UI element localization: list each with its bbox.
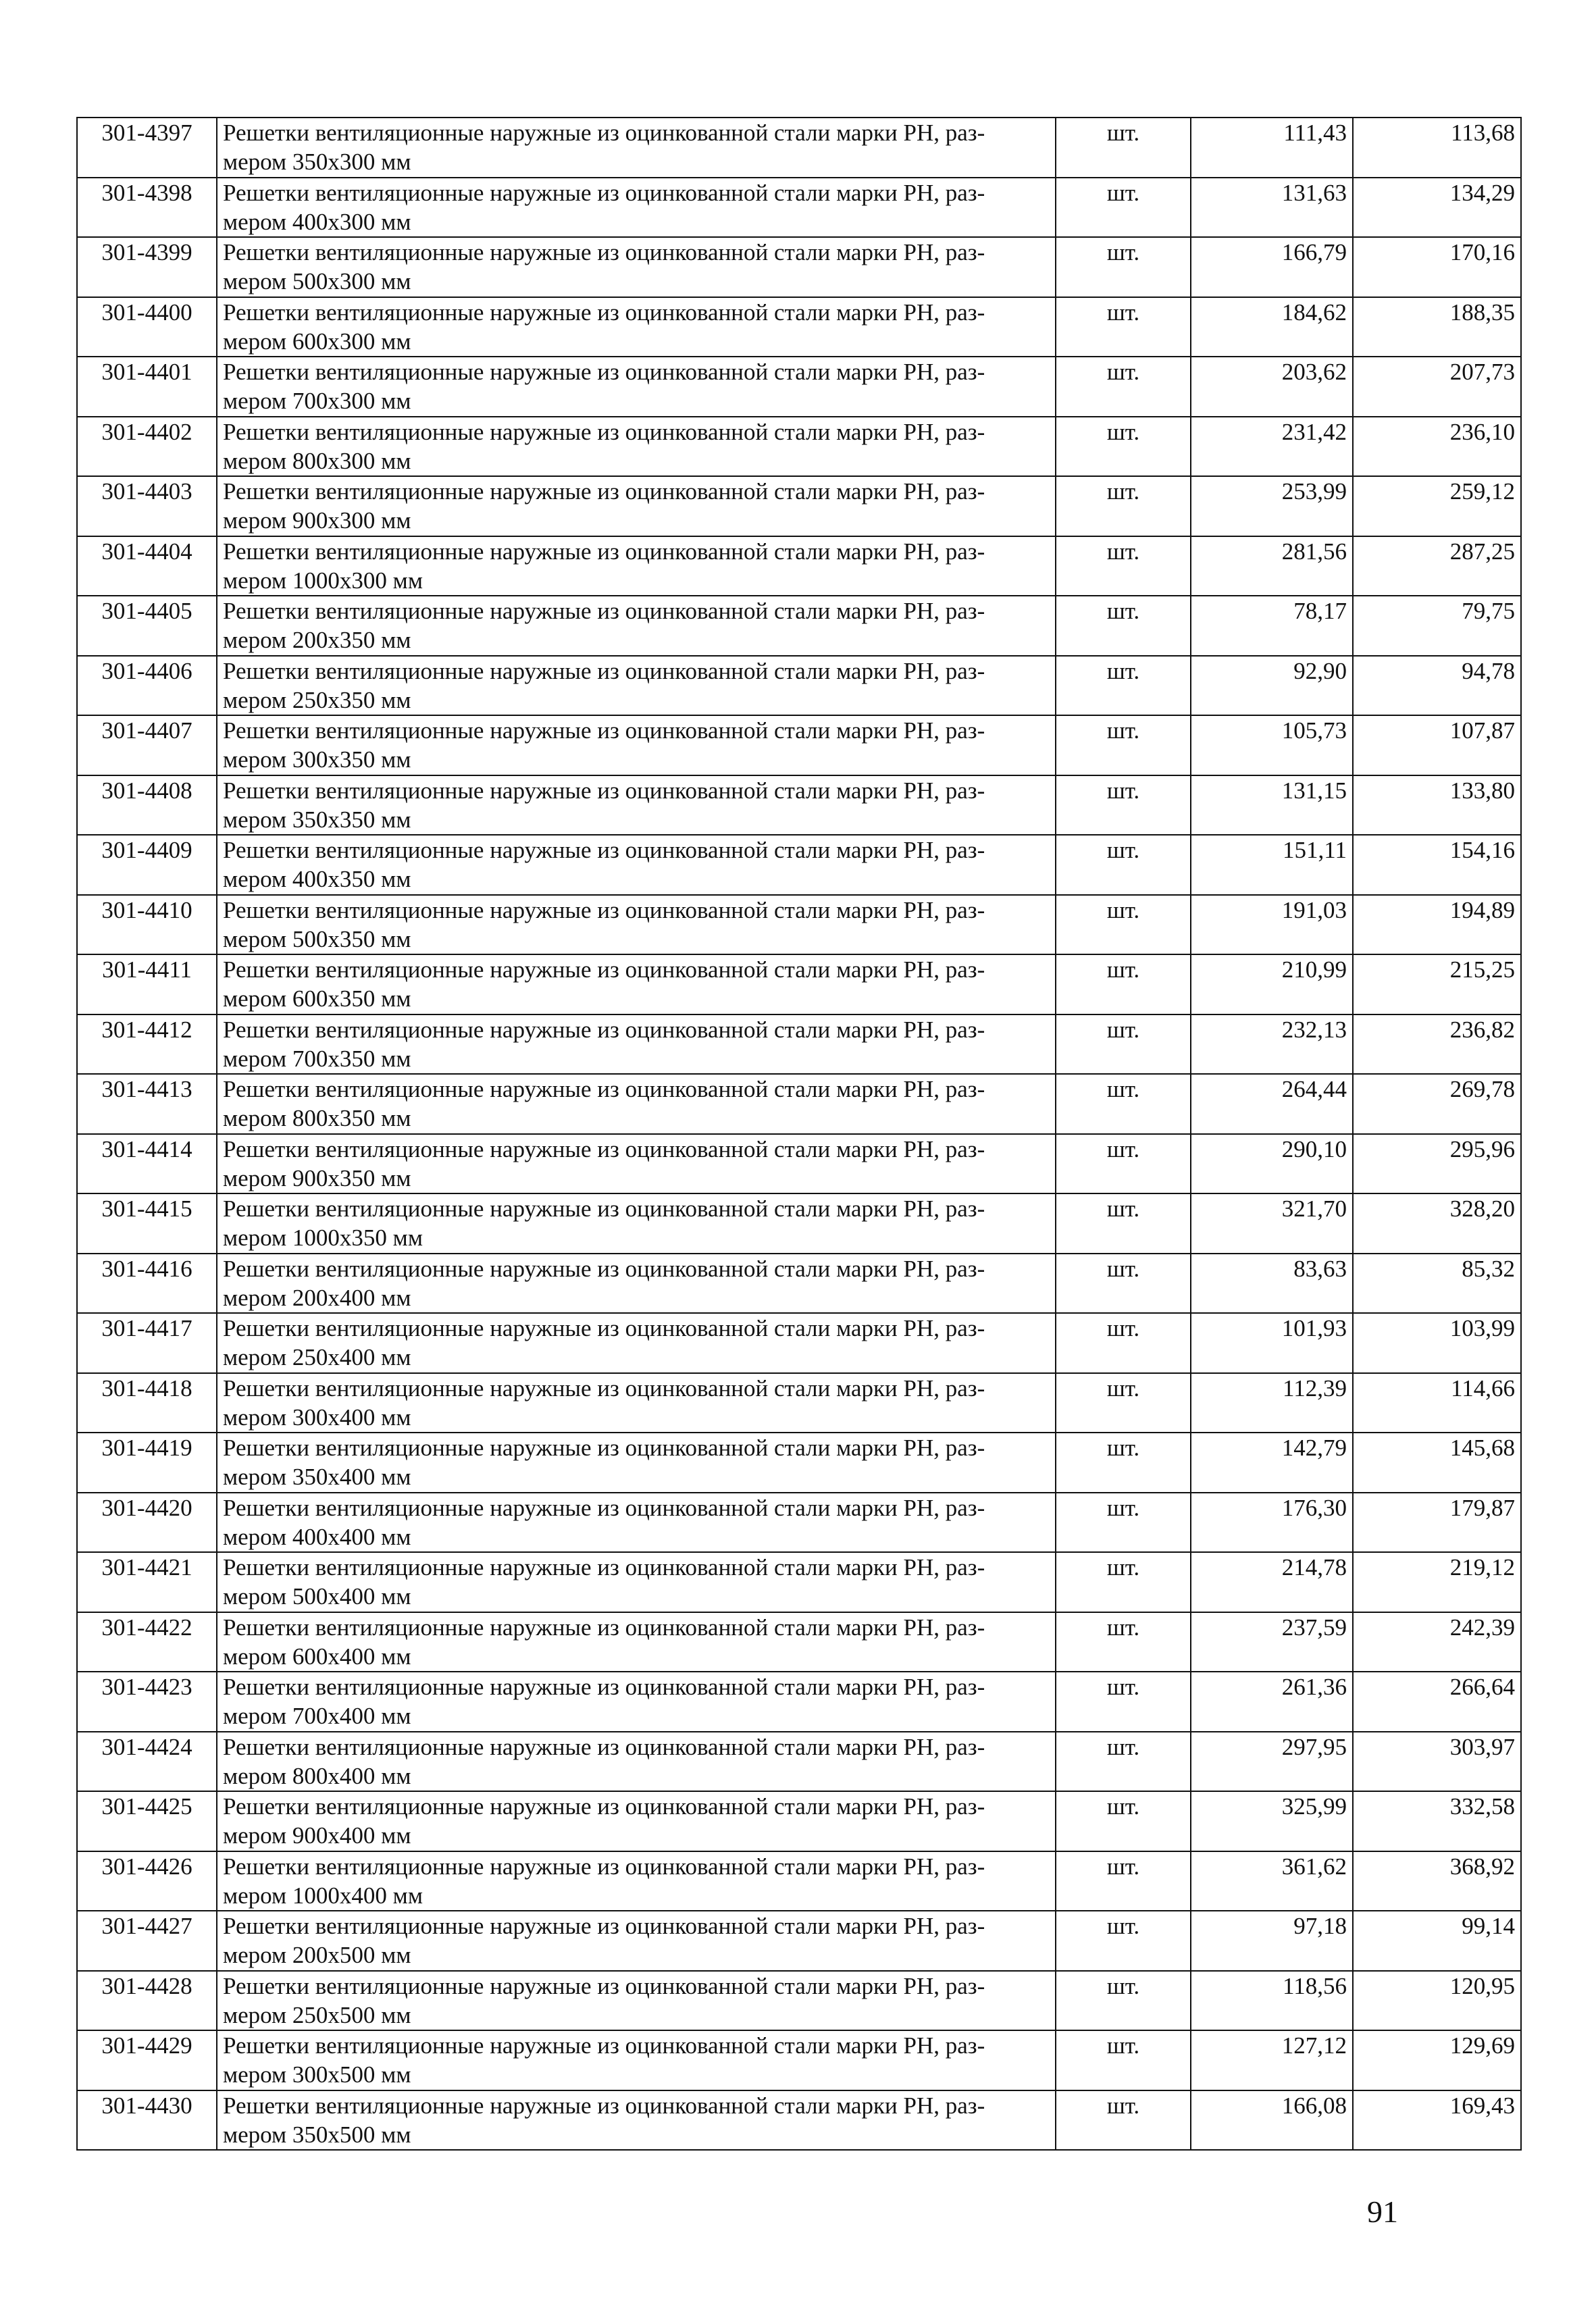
description-line-2: мером 500x300 мм (223, 268, 411, 294)
price-cell-2: 133,80 (1353, 775, 1521, 835)
item-description-cell (217, 1074, 1056, 1134)
table-row (77, 237, 1521, 297)
description-line-2: мером 200x350 мм (223, 627, 411, 653)
item-description-cell (217, 835, 1056, 895)
description-line-2: мером 800x400 мм (223, 1762, 411, 1789)
description-line-1: Решетки вентиляционные наружные из оцинкованной стали марки РН, раз- (223, 359, 985, 385)
table-row (77, 1612, 1521, 1672)
price-cell-2: 236,82 (1353, 1014, 1521, 1075)
description-line-2: мером 600x300 мм (223, 328, 411, 355)
table-row (77, 2090, 1521, 2151)
price-cell-2: 114,66 (1353, 1373, 1521, 1433)
description-line-2: мером 1000x300 мм (223, 567, 423, 594)
price-cell-1: 176,30 (1191, 1493, 1353, 1553)
description-line-1: Решетки вентиляционные наружные из оцинкованной стали марки РН, раз- (223, 1255, 985, 1282)
item-description-cell (217, 1612, 1056, 1672)
item-description-cell (217, 1971, 1056, 2031)
description-line-1: Решетки вентиляционные наружные из оцинкованной стали марки РН, раз- (223, 1016, 985, 1043)
item-description-cell (217, 895, 1056, 955)
price-cell-2: 145,68 (1353, 1433, 1521, 1493)
price-cell-1: 325,99 (1191, 1791, 1353, 1851)
price-cell-1: 214,78 (1191, 1552, 1353, 1612)
price-cell-2: 107,87 (1353, 715, 1521, 775)
item-code-cell: 301-4406 (77, 656, 217, 716)
price-cell-2: 207,73 (1353, 357, 1521, 417)
item-code-cell: 301-4421 (77, 1552, 217, 1612)
item-code-cell: 301-4429 (77, 2030, 217, 2090)
item-code-cell: 301-4402 (77, 417, 217, 477)
unit-cell: шт. (1056, 1791, 1191, 1851)
price-cell-1: 261,36 (1191, 1672, 1353, 1732)
unit-cell: шт. (1056, 1134, 1191, 1194)
description-line-1: Решетки вентиляционные наружные из оцинкованной стали марки РН, раз- (223, 1853, 985, 1880)
description-line-1: Решетки вентиляционные наружные из оцинкованной стали марки РН, раз- (223, 1195, 985, 1222)
price-cell-2: 259,12 (1353, 476, 1521, 536)
unit-cell: шт. (1056, 178, 1191, 238)
item-code-cell: 301-4407 (77, 715, 217, 775)
table-row (77, 476, 1521, 536)
description-line-2: мером 800x300 мм (223, 447, 411, 474)
description-line-1: Решетки вентиляционные наружные из оцинкованной стали марки РН, раз- (223, 777, 985, 804)
description-line-1: Решетки вентиляционные наружные из оцинкованной стали марки РН, раз- (223, 1793, 985, 1820)
description-line-1: Решетки вентиляционные наружные из оцинкованной стали марки РН, раз- (223, 1733, 985, 1760)
unit-cell: шт. (1056, 775, 1191, 835)
unit-cell: шт. (1056, 118, 1191, 178)
description-line-2: мером 700x300 мм (223, 388, 411, 414)
item-description-cell (217, 297, 1056, 357)
unit-cell: шт. (1056, 1373, 1191, 1433)
description-line-2: мером 400x300 мм (223, 208, 411, 235)
price-cell-1: 131,63 (1191, 178, 1353, 238)
item-code-cell: 301-4400 (77, 297, 217, 357)
price-cell-2: 129,69 (1353, 2030, 1521, 2090)
price-cell-1: 105,73 (1191, 715, 1353, 775)
item-code-cell: 301-4430 (77, 2090, 217, 2151)
price-cell-2: 295,96 (1353, 1134, 1521, 1194)
description-line-1: Решетки вентиляционные наружные из оцинкованной стали марки РН, раз- (223, 1315, 985, 1341)
price-cell-2: 332,58 (1353, 1791, 1521, 1851)
item-code-cell: 301-4415 (77, 1193, 217, 1254)
table-row (77, 2030, 1521, 2090)
description-line-2: мером 900x300 мм (223, 507, 411, 534)
description-line-2: мером 400x400 мм (223, 1523, 411, 1550)
description-line-2: мером 250x500 мм (223, 2001, 411, 2028)
description-line-1: Решетки вентиляционные наружные из оцинкованной стали марки РН, раз- (223, 418, 985, 445)
price-cell-1: 232,13 (1191, 1014, 1353, 1075)
description-line-2: мером 900x400 мм (223, 1822, 411, 1849)
table-row (77, 297, 1521, 357)
item-code-cell: 301-4414 (77, 1134, 217, 1194)
item-description-cell (217, 476, 1056, 536)
item-description-cell (217, 1313, 1056, 1373)
unit-cell: шт. (1056, 1433, 1191, 1493)
description-line-1: Решетки вентиляционные наружные из оцинкованной стали марки РН, раз- (223, 837, 985, 863)
price-cell-1: 321,70 (1191, 1193, 1353, 1254)
unit-cell: шт. (1056, 954, 1191, 1014)
price-cell-1: 127,12 (1191, 2030, 1353, 2090)
price-cell-1: 297,95 (1191, 1732, 1353, 1792)
item-description-cell (217, 357, 1056, 417)
description-line-1: Решетки вентиляционные наружные из оцинкованной стали марки РН, раз- (223, 120, 985, 146)
table-row (77, 835, 1521, 895)
price-cell-1: 237,59 (1191, 1612, 1353, 1672)
item-code-cell: 301-4409 (77, 835, 217, 895)
description-line-2: мером 600x400 мм (223, 1643, 411, 1670)
table-row (77, 1433, 1521, 1493)
unit-cell: шт. (1056, 1074, 1191, 1134)
description-line-1: Решетки вентиляционные наружные из оцинкованной стали марки РН, раз- (223, 299, 985, 326)
price-cell-1: 92,90 (1191, 656, 1353, 716)
unit-cell: шт. (1056, 297, 1191, 357)
description-line-2: мером 700x350 мм (223, 1045, 411, 1072)
item-description-cell (217, 1373, 1056, 1433)
item-description-cell (217, 954, 1056, 1014)
table-row (77, 1732, 1521, 1792)
table-row (77, 715, 1521, 775)
description-line-1: Решетки вентиляционные наружные из оцинкованной стали марки РН, раз- (223, 896, 985, 923)
description-line-2: мером 300x400 мм (223, 1404, 411, 1431)
description-line-2: мером 200x400 мм (223, 1284, 411, 1311)
table-row (77, 357, 1521, 417)
unit-cell: шт. (1056, 357, 1191, 417)
price-cell-1: 184,62 (1191, 297, 1353, 357)
unit-cell: шт. (1056, 715, 1191, 775)
price-cell-2: 179,87 (1353, 1493, 1521, 1553)
price-cell-2: 368,92 (1353, 1851, 1521, 1911)
price-cell-1: 264,44 (1191, 1074, 1353, 1134)
price-cell-2: 328,20 (1353, 1193, 1521, 1254)
description-line-1: Решетки вентиляционные наружные из оцинкованной стали марки РН, раз- (223, 239, 985, 265)
description-line-1: Решетки вентиляционные наружные из оцинкованной стали марки РН, раз- (223, 1374, 985, 1402)
item-description-cell (217, 1791, 1056, 1851)
price-cell-1: 111,43 (1191, 118, 1353, 178)
table-row (77, 1074, 1521, 1134)
table-row (77, 1672, 1521, 1732)
description-line-1: Решетки вентиляционные наружные из оцинкованной стали марки РН, раз- (223, 1554, 985, 1580)
item-description-cell (217, 2090, 1056, 2151)
price-cell-2: 94,78 (1353, 656, 1521, 716)
table-row (77, 1493, 1521, 1553)
description-line-2: мером 600x350 мм (223, 985, 411, 1012)
item-code-cell: 301-4399 (77, 237, 217, 297)
table-row (77, 656, 1521, 716)
table-body (77, 118, 1521, 2150)
price-cell-2: 103,99 (1353, 1313, 1521, 1373)
price-cell-1: 142,79 (1191, 1433, 1353, 1493)
description-line-2: мером 200x500 мм (223, 1942, 411, 1968)
unit-cell: шт. (1056, 835, 1191, 895)
description-line-2: мером 900x350 мм (223, 1164, 411, 1191)
item-description-cell (217, 1433, 1056, 1493)
description-line-1: Решетки вентиляционные наружные из оцинкованной стали марки РН, раз- (223, 1076, 985, 1102)
table-row (77, 1373, 1521, 1433)
table-row (77, 1911, 1521, 1971)
item-description-cell (217, 1672, 1056, 1732)
item-description-cell (217, 1254, 1056, 1314)
item-description-cell (217, 1014, 1056, 1075)
item-code-cell: 301-4420 (77, 1493, 217, 1553)
item-code-cell: 301-4416 (77, 1254, 217, 1314)
description-line-2: мером 250x400 мм (223, 1344, 411, 1370)
price-cell-2: 113,68 (1353, 118, 1521, 178)
item-code-cell: 301-4424 (77, 1732, 217, 1792)
item-code-cell: 301-4419 (77, 1433, 217, 1493)
unit-cell: шт. (1056, 1493, 1191, 1553)
description-line-2: мером 1000x350 мм (223, 1225, 423, 1251)
description-line-1: Решетки вентиляционные наружные из оцинкованной стали марки РН, раз- (223, 657, 985, 684)
description-line-2: мером 1000x400 мм (223, 1882, 423, 1909)
price-cell-1: 112,39 (1191, 1373, 1353, 1433)
unit-cell: шт. (1056, 1732, 1191, 1792)
item-description-cell (217, 1134, 1056, 1194)
description-line-2: мером 800x350 мм (223, 1105, 411, 1131)
price-cell-1: 290,10 (1191, 1134, 1353, 1194)
item-description-cell (217, 1552, 1056, 1612)
table-row (77, 178, 1521, 238)
unit-cell: шт. (1056, 1971, 1191, 2031)
description-line-1: Решетки вентиляционные наружные из оцинкованной стали марки РН, раз- (223, 1674, 985, 1700)
unit-cell: шт. (1056, 2090, 1191, 2151)
unit-cell: шт. (1056, 1672, 1191, 1732)
item-code-cell: 301-4403 (77, 476, 217, 536)
table-row (77, 1552, 1521, 1612)
description-line-2: мером 500x400 мм (223, 1583, 411, 1610)
item-code-cell: 301-4418 (77, 1373, 217, 1433)
item-code-cell: 301-4397 (77, 118, 217, 178)
price-cell-1: 231,42 (1191, 417, 1353, 477)
price-cell-2: 287,25 (1353, 536, 1521, 596)
table-row (77, 1313, 1521, 1373)
description-line-2: мером 300x350 мм (223, 746, 411, 773)
price-cell-2: 169,43 (1353, 2090, 1521, 2151)
description-line-1: Решетки вентиляционные наружные из оцинкованной стали марки РН, раз- (223, 179, 985, 206)
item-code-cell: 301-4413 (77, 1074, 217, 1134)
unit-cell: шт. (1056, 656, 1191, 716)
unit-cell: шт. (1056, 1193, 1191, 1254)
item-description-cell (217, 1193, 1056, 1254)
description-line-2: мером 400x350 мм (223, 866, 411, 892)
description-line-2: мером 350x350 мм (223, 806, 411, 833)
item-code-cell: 301-4423 (77, 1672, 217, 1732)
unit-cell: шт. (1056, 1014, 1191, 1075)
item-description-cell (217, 596, 1056, 656)
unit-cell: шт. (1056, 536, 1191, 596)
item-code-cell: 301-4412 (77, 1014, 217, 1075)
page-number: 91 (1367, 2194, 1398, 2229)
unit-cell: шт. (1056, 2030, 1191, 2090)
description-line-2: мером 700x400 мм (223, 1703, 411, 1729)
table-row (77, 536, 1521, 596)
table-row (77, 1134, 1521, 1194)
unit-cell: шт. (1056, 417, 1191, 477)
item-code-cell: 301-4427 (77, 1911, 217, 1971)
price-cell-1: 151,11 (1191, 835, 1353, 895)
price-cell-2: 269,78 (1353, 1074, 1521, 1134)
item-description-cell (217, 536, 1056, 596)
item-description-cell (217, 1911, 1056, 1971)
price-cell-2: 194,89 (1353, 895, 1521, 955)
item-description-cell (217, 1851, 1056, 1911)
description-line-1: Решетки вентиляционные наружные из оцинкованной стали марки РН, раз- (223, 538, 985, 565)
item-description-cell (217, 2030, 1056, 2090)
description-line-2: мером 300x500 мм (223, 2061, 411, 2088)
table-row (77, 1014, 1521, 1075)
description-line-1: Решетки вентиляционные наружные из оцинкованной стали марки РН, раз- (223, 956, 985, 983)
price-table (76, 117, 1522, 2151)
description-line-1: Решетки вентиляционные наружные из оцинкованной стали марки РН, раз- (223, 598, 985, 624)
description-line-2: мером 500x350 мм (223, 925, 411, 952)
table-row (77, 895, 1521, 955)
price-cell-1: 281,56 (1191, 536, 1353, 596)
table-row (77, 118, 1521, 178)
item-description-cell (217, 656, 1056, 716)
price-cell-2: 242,39 (1353, 1612, 1521, 1672)
item-code-cell: 301-4401 (77, 357, 217, 417)
price-cell-2: 170,16 (1353, 237, 1521, 297)
table-row (77, 1791, 1521, 1851)
unit-cell: шт. (1056, 1552, 1191, 1612)
description-line-2: мером 250x350 мм (223, 686, 411, 713)
item-description-cell (217, 1732, 1056, 1792)
item-code-cell: 301-4411 (77, 954, 217, 1014)
price-cell-2: 266,64 (1353, 1672, 1521, 1732)
table-row (77, 1971, 1521, 2031)
price-cell-2: 303,97 (1353, 1732, 1521, 1792)
item-description-cell (217, 237, 1056, 297)
price-cell-2: 99,14 (1353, 1911, 1521, 1971)
price-cell-2: 120,95 (1353, 1971, 1521, 2031)
item-description-cell (217, 1493, 1056, 1553)
description-line-1: Решетки вентиляционные наружные из оцинкованной стали марки РН, раз- (223, 478, 985, 505)
item-code-cell: 301-4398 (77, 178, 217, 238)
item-code-cell: 301-4428 (77, 1971, 217, 2031)
description-line-1: Решетки вентиляционные наружные из оцинкованной стали марки РН, раз- (223, 1972, 985, 1999)
description-line-1: Решетки вентиляционные наружные из оцинкованной стали марки РН, раз- (223, 1614, 985, 1641)
price-cell-2: 79,75 (1353, 596, 1521, 656)
table-row (77, 954, 1521, 1014)
item-code-cell: 301-4404 (77, 536, 217, 596)
price-cell-1: 166,08 (1191, 2090, 1353, 2151)
unit-cell: шт. (1056, 1254, 1191, 1314)
price-cell-1: 83,63 (1191, 1254, 1353, 1314)
item-code-cell: 301-4410 (77, 895, 217, 955)
unit-cell: шт. (1056, 596, 1191, 656)
unit-cell: шт. (1056, 1612, 1191, 1672)
unit-cell: шт. (1056, 1313, 1191, 1373)
price-cell-2: 134,29 (1353, 178, 1521, 238)
price-cell-1: 101,93 (1191, 1313, 1353, 1373)
description-line-1: Решетки вентиляционные наружные из оцинкованной стали марки РН, раз- (223, 1435, 985, 1461)
table-row (77, 1193, 1521, 1254)
price-cell-1: 191,03 (1191, 895, 1353, 955)
price-cell-1: 203,62 (1191, 357, 1353, 417)
unit-cell: шт. (1056, 237, 1191, 297)
unit-cell: шт. (1056, 895, 1191, 955)
price-cell-2: 85,32 (1353, 1254, 1521, 1314)
price-cell-1: 131,15 (1191, 775, 1353, 835)
price-cell-2: 154,16 (1353, 835, 1521, 895)
unit-cell: шт. (1056, 1911, 1191, 1971)
item-description-cell (217, 178, 1056, 238)
description-line-1: Решетки вентиляционные наружные из оцинкованной стали марки РН, раз- (223, 717, 985, 744)
price-cell-1: 210,99 (1191, 954, 1353, 1014)
price-cell-1: 78,17 (1191, 596, 1353, 656)
table-row (77, 1254, 1521, 1314)
description-line-1: Решетки вентиляционные наружные из оцинкованной стали марки РН, раз- (223, 2032, 985, 2059)
table-row (77, 775, 1521, 835)
price-cell-2: 236,10 (1353, 417, 1521, 477)
price-cell-1: 118,56 (1191, 1971, 1353, 2031)
item-code-cell: 301-4417 (77, 1313, 217, 1373)
price-cell-1: 253,99 (1191, 476, 1353, 536)
item-code-cell: 301-4425 (77, 1791, 217, 1851)
price-cell-1: 361,62 (1191, 1851, 1353, 1911)
item-code-cell: 301-4426 (77, 1851, 217, 1911)
unit-cell: шт. (1056, 476, 1191, 536)
description-line-1: Решетки вентиляционные наружные из оцинкованной стали марки РН, раз- (223, 1135, 985, 1162)
description-line-2: мером 350x300 мм (223, 149, 411, 175)
table-row (77, 596, 1521, 656)
price-cell-2: 219,12 (1353, 1552, 1521, 1612)
table-row (77, 417, 1521, 477)
item-description-cell (217, 715, 1056, 775)
price-cell-2: 188,35 (1353, 297, 1521, 357)
price-cell-1: 166,79 (1191, 237, 1353, 297)
description-line-1: Решетки вентиляционные наружные из оцинкованной стали марки РН, раз- (223, 1913, 985, 1939)
item-code-cell: 301-4422 (77, 1612, 217, 1672)
description-line-1: Решетки вентиляционные наружные из оцинкованной стали марки РН, раз- (223, 2092, 985, 2119)
description-line-2: мером 350x400 мм (223, 1464, 411, 1490)
table-row (77, 1851, 1521, 1911)
item-description-cell (217, 118, 1056, 178)
item-description-cell (217, 775, 1056, 835)
description-line-1: Решетки вентиляционные наружные из оцинкованной стали марки РН, раз- (223, 1494, 985, 1521)
unit-cell: шт. (1056, 1851, 1191, 1911)
item-code-cell: 301-4405 (77, 596, 217, 656)
description-line-2: мером 350x500 мм (223, 2121, 411, 2148)
item-code-cell: 301-4408 (77, 775, 217, 835)
item-description-cell (217, 417, 1056, 477)
price-cell-2: 215,25 (1353, 954, 1521, 1014)
price-cell-1: 97,18 (1191, 1911, 1353, 1971)
